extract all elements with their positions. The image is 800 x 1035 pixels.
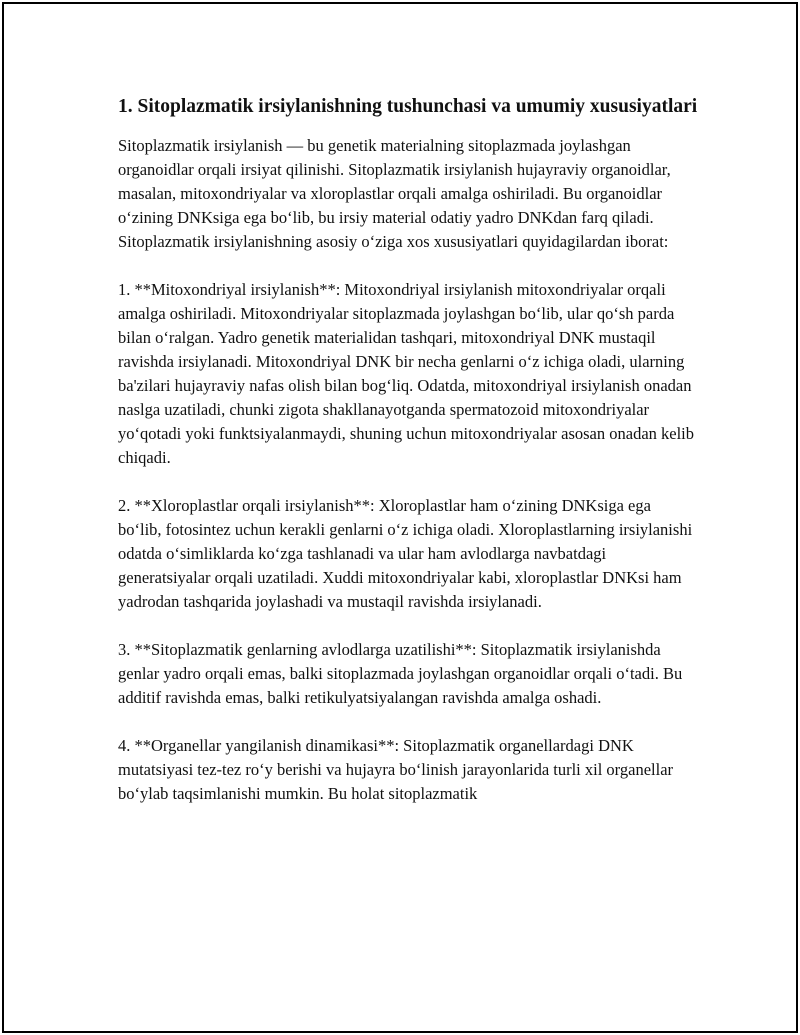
intro-paragraph: Sitoplazmatik irsiylanish — bu genetik materialning sitoplazmada joylashgan organoidlar orqali irsiyat qilinishi. Sitoplazmatik irsiylanish hujayraviy organoidlar, masalan, mitoxondriyalar va xloroplastlar orqali amalga oshiriladi. Bu organoidlar o‘zining DNKsiga ega bo‘lib, bu irsiy material odatiy yadro DNKdan farq qiladi. Sitoplazmatik irsiylanishning asosiy o‘ziga xos xususiyatlari quyidagilardan iborat: [118, 136, 671, 251]
paragraph-chloroplast-inheritance: 2. **Xloroplastlar orqali irsiylanish**: Xloroplastlar ham o‘zining DNKsiga ega bo‘lib, fotosintez uchun kerakli genlarni o‘z ichiga oladi. Xloroplastlarning irsiylanishi odatda o‘simliklarda ko‘zga tashlanadi va ular ham avlodlarga navbatdagi generatsiyalar orqali uzatiladi. Xuddi mitoxondriyalar kabi, xloroplastlar DNKsi ham yadrodan tashqarida joylashadi va mustaqil ravishda irsiylanadi. [118, 496, 693, 611]
document-body [118, 92, 698, 830]
section-heading: 1. Sitoplazmatik irsiylanishning tushunchasi va umumiy xususiyatlari [118, 96, 698, 117]
paragraph-cytoplasmic-gene-transfer: 3. **Sitoplazmatik genlarning avlodlarga uzatilishi**: Sitoplazmatik irsiylanishda genlar yadro orqali emas, balki sitoplazmada joylashgan organoidlar orqali o‘tadi. Bu additif ravishda emas, balki retikulyatsiyalangan ravishda amalga oshadi. [118, 640, 683, 707]
paragraph-mitochondrial-inheritance: 1. **Mitoxondriyal irsiylanish**: Mitoxondriyal irsiylanish mitoxondriyalar orqali amalga oshiriladi. Mitoxondriyalar sitoplazmada joylashgan bo‘lib, ular qo‘sh parda bilan o‘ralgan. Yadro genetik materialidan tashqari, mitoxondriyal DNK mustaqil ravishda irsiylanadi. Mitoxondriyal DNK bir necha genlarni o‘z ichiga oladi, ularning ba'zilari hujayraviy nafas olish bilan bog‘liq. Odatda, mitoxondriyal irsiylanish onadan naslga uzatiladi, chunki zigota shakllanayotganda spermatozoid mitoxondriyalar yo‘qotadi yoki funktsiyalanmaydi, shuning uchun mitoxondriyalar asosan onadan kelib chiqadi. [118, 280, 695, 467]
paragraph-organelle-dynamics: 4. **Organellar yangilanish dinamikasi**: Sitoplazmatik organellardagi DNK mutatsiyasi tez-tez ro‘y berishi va hujayra bo‘linish jarayonlarida turli xil organellar bo‘ylab taqsimlanishi mumkin. Bu holat sitoplazmatik [118, 736, 674, 803]
